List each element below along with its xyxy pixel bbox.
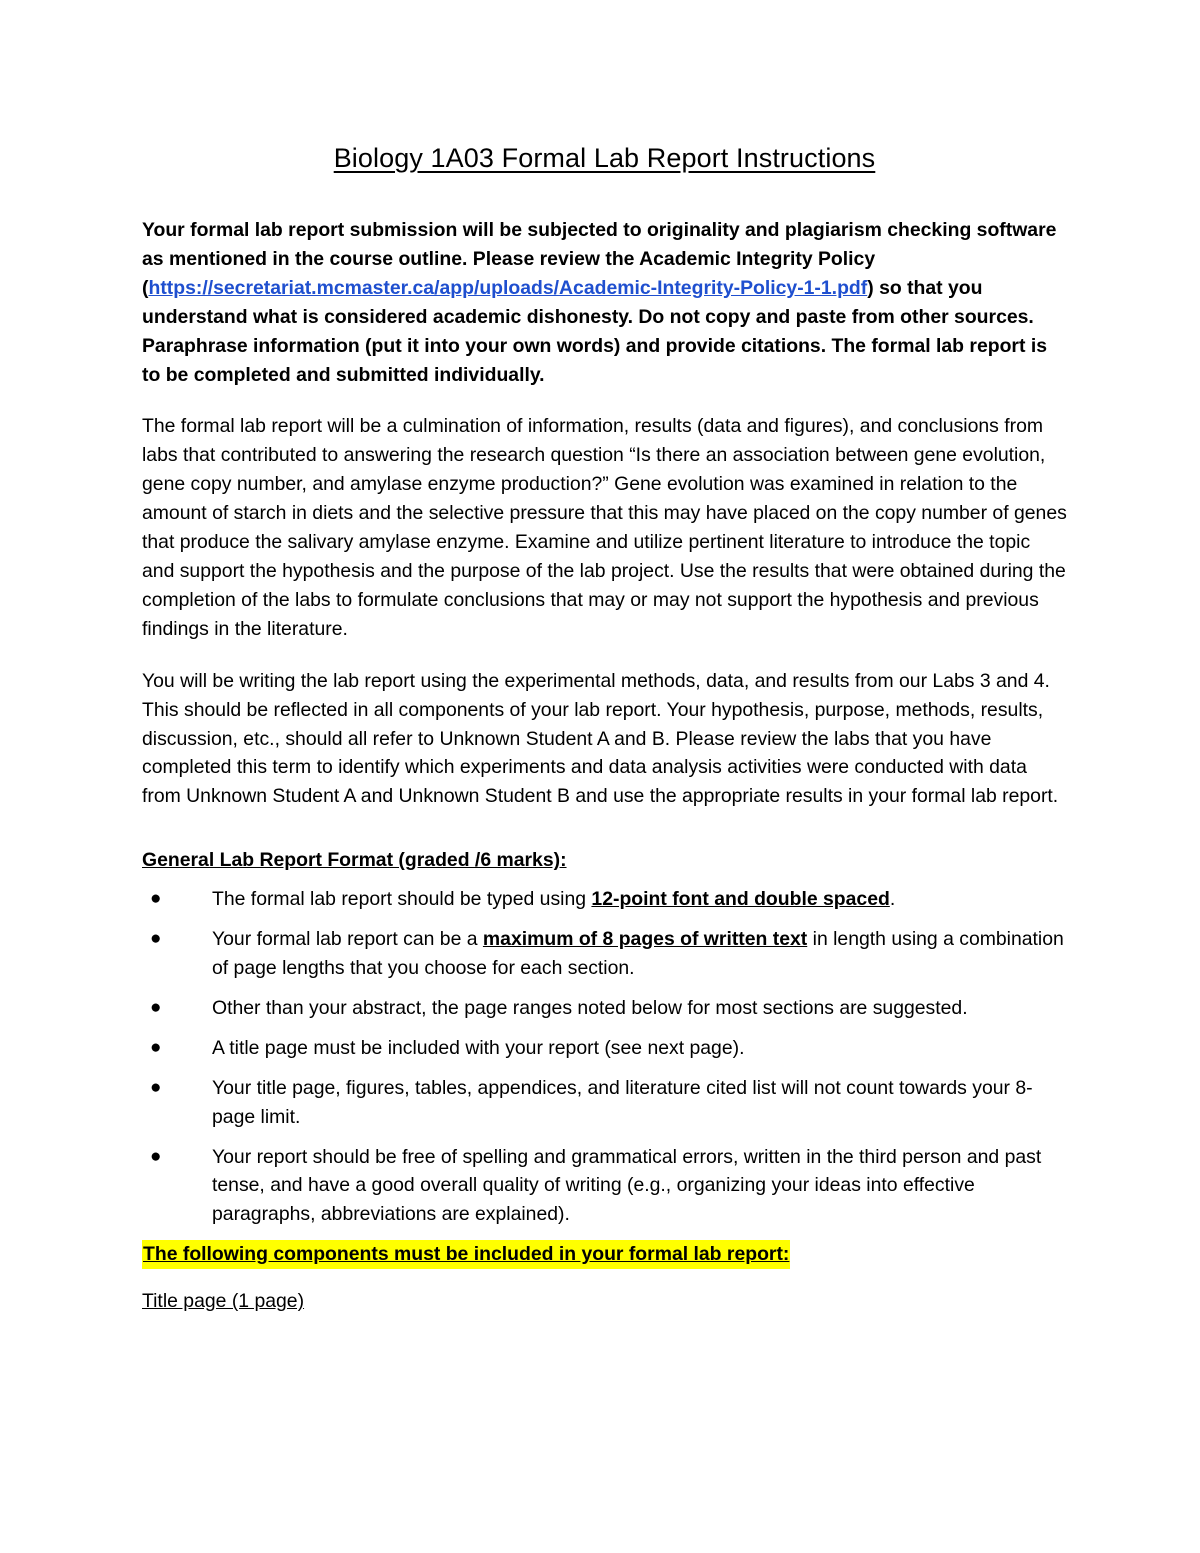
bullet-5-text: Your title page, figures, tables, appendices, and literature cited list will not count towards your 8-page limit. [212, 1076, 1033, 1128]
components-heading-wrapper [142, 1240, 1067, 1269]
bullet-icon: ● [150, 888, 162, 910]
components-heading: The following components must be included in your formal lab report: [142, 1240, 790, 1269]
list-item [142, 994, 1067, 1023]
intro-text-after-link: ) so that you understand what is considered academic dishonesty. Do not copy and paste from other sources. Paraphrase information (put it into your own words) and provide citations. The formal lab report is to be completed and submitted individually. [142, 276, 1047, 386]
document-title: Biology 1A03 Formal Lab Report Instructions [333, 143, 876, 173]
list-item [142, 1143, 1067, 1230]
document-content [142, 143, 1067, 1316]
list-item [142, 925, 1067, 983]
bullet-icon: ● [150, 1036, 162, 1058]
bullet-4-text: A title page must be included with your report (see next page). [212, 1036, 745, 1059]
bullet-2-before: Your formal lab report can be a [212, 928, 483, 951]
bullet-1-before: The formal lab report should be typed using [212, 888, 592, 911]
bullet-2-emphasis: maximum of 8 pages of written text [482, 928, 808, 951]
format-heading: General Lab Report Format (graded /6 marks): [142, 849, 567, 872]
research-question-paragraph: The formal lab report will be a culmination of information, results (data and figures), and conclusions from labs that contributed to answering the research question “Is there an association between gene evolution, gene copy number, and amylase enzyme production?” Gene evolution was examined in relation to the amount of starch in diets and the selective pressure that this may have placed on the copy number of genes that produce the salivary amylase enzyme. Examine and utilize pertinent literature to introduce the topic and support the hypothesis and the purpose of the lab project. Use the results that were obtained during the completion of the labs to formulate conclusions that may or may not support the hypothesis and previous findings in the literature. [142, 415, 1067, 640]
labs-paragraph: You will be writing the lab report using the experimental methods, data, and results from our Labs 3 and 4. This should be reflected in all components of your lab report. Your hypothesis, purpose, methods, results, discussion, etc., should all refer to Unknown Student A and B. Please review the labs that you have completed this term to identify which experiments and data analysis activities were conducted with data from Unknown Student A and Unknown Student B and use the appropriate results in your formal lab report. [142, 669, 1059, 808]
bullet-6-text: Your report should be free of spelling and grammatical errors, written in the third person and past tense, and have a good overall quality of writing (e.g., organizing your ideas into effective paragraphs, abbreviations are explained). [212, 1145, 1042, 1226]
intro-text-before-link: Your formal lab report submission will be subjected to originality and plagiarism checking software as mentioned in the course outline. Please review the Academic Integrity Policy ( [142, 219, 1057, 299]
list-item [142, 885, 1067, 914]
list-item [142, 1034, 1067, 1063]
format-bullet-list [142, 885, 1067, 1229]
bullet-icon: ● [150, 928, 162, 950]
title-page-heading: Title page (1 page) [142, 1290, 305, 1313]
bullet-icon: ● [150, 1145, 162, 1167]
academic-integrity-policy-link[interactable]: https://secretariat.mcmaster.ca/app/uploads/Academic-Integrity-Policy-1-1.pdf [148, 276, 868, 299]
bullet-1-after: . [889, 888, 896, 911]
bullet-icon: ● [150, 1076, 162, 1098]
intro-paragraph [142, 216, 1067, 389]
bullet-1-emphasis: 12-point font and double spaced [591, 888, 890, 911]
bullet-2-after: in length using a combination of page lengths that you choose for each section. [212, 928, 1064, 979]
bullet-3-text: Other than your abstract, the page ranges noted below for most sections are suggested. [212, 996, 968, 1019]
list-item [142, 1074, 1067, 1132]
bullet-icon: ● [150, 996, 162, 1018]
